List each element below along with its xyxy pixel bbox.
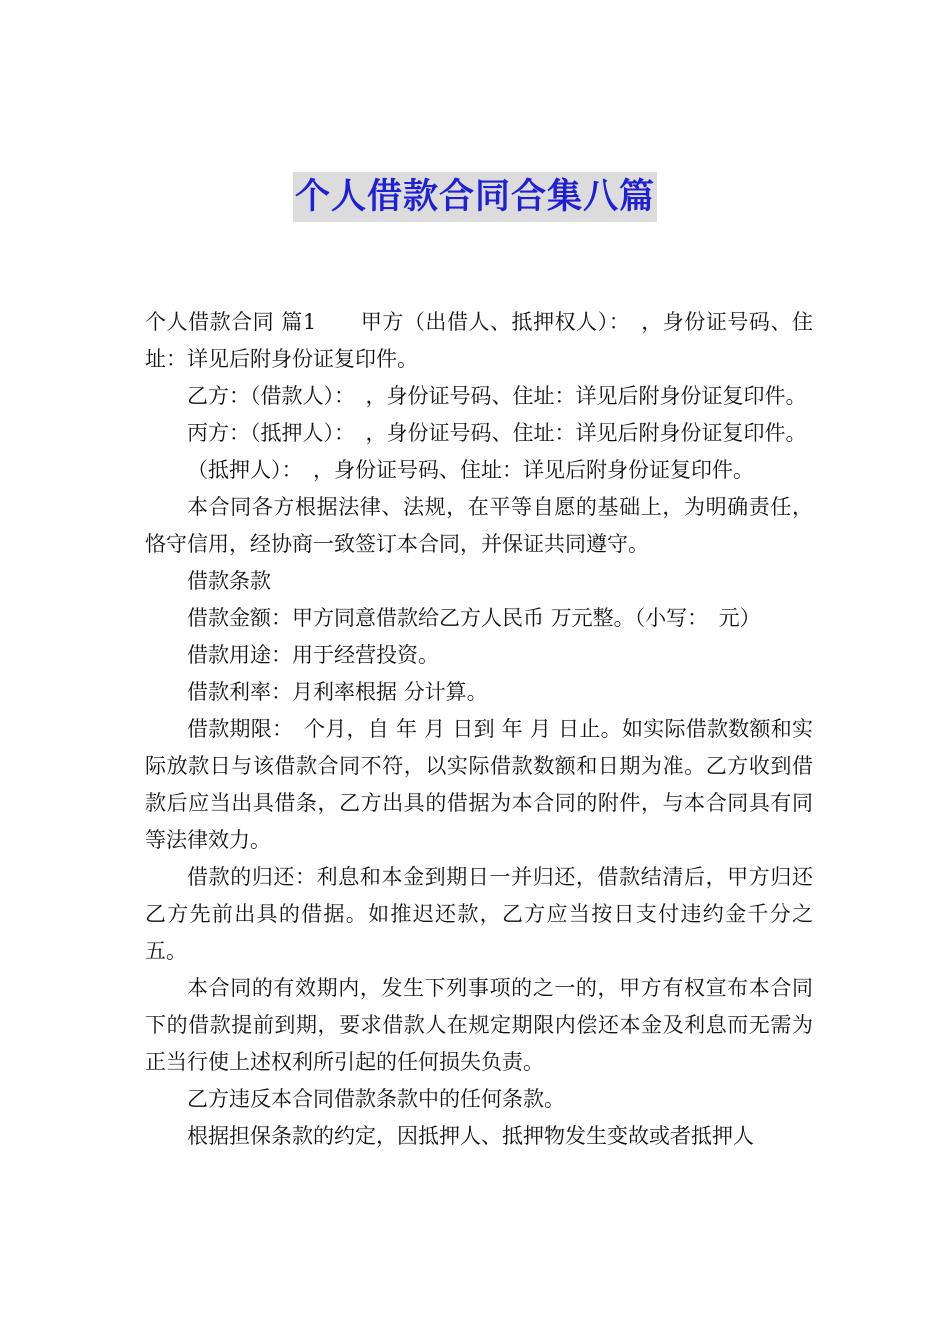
paragraph: 根据担保条款的约定，因抵押人、抵押物发生变故或者抵押人 — [187, 1124, 754, 1148]
paragraph-first-text: 甲方（出借人、抵押权人）： ，身份证号码、住址：详见后附身份证复印件。 — [145, 310, 813, 371]
paragraph: 借款金额：甲方同意借款给乙方人民币 万元整。（小写： 元） — [187, 606, 761, 630]
document-title: 个人借款合同合集八篇 — [293, 172, 657, 222]
paragraph-heading: 借款条款 — [187, 569, 271, 593]
paragraph: （抵押人）： ，身份证号码、住址：详见后附身份证复印件。 — [187, 458, 754, 482]
paragraph: 乙方违反本合同借款条款中的任何条款。 — [187, 1087, 565, 1111]
paragraph: 本合同各方根据法律、法规，在平等自愿的基础上，为明确责任，恪守信用，经协商一致签订本合同，并保证共同遵守。 — [145, 495, 813, 556]
paragraph-first — [145, 304, 813, 378]
paragraph: 本合同的有效期内，发生下列事项的之一的，甲方有权宣布本合同下的借款提前到期，要求借款人在规定期限内偿还本金及利息而无需为正当行使上述权利所引起的任何损失负责。 — [145, 976, 813, 1074]
title-container — [0, 172, 950, 222]
paragraph: 借款的归还：利息和本金到期日一并归还，借款结清后，甲方归还乙方先前出具的借据。如推迟还款，乙方应当按日支付违约金千分之五。 — [145, 865, 813, 963]
paragraph: 借款利率：月利率根据 分计算。 — [187, 680, 488, 704]
paragraph: 乙方：（借款人）： ，身份证号码、住址：详见后附身份证复印件。 — [187, 384, 807, 408]
paragraph: 丙方：（抵押人）： ，身份证号码、住址：详见后附身份证复印件。 — [187, 421, 807, 445]
section-heading: 个人借款合同 篇1 — [145, 310, 317, 334]
document-body — [145, 304, 813, 1155]
paragraph: 借款期限： 个月，自 年 月 日到 年 月 日止。如实际借款数额和实际放款日与该借款合同不符，以实际借款数额和日期为准。乙方收到借款后应当出具借条，乙方出具的借据为本合同的附件，与本合同具有同等法律效力。 — [145, 717, 813, 852]
paragraph: 借款用途：用于经营投资。 — [187, 643, 439, 667]
